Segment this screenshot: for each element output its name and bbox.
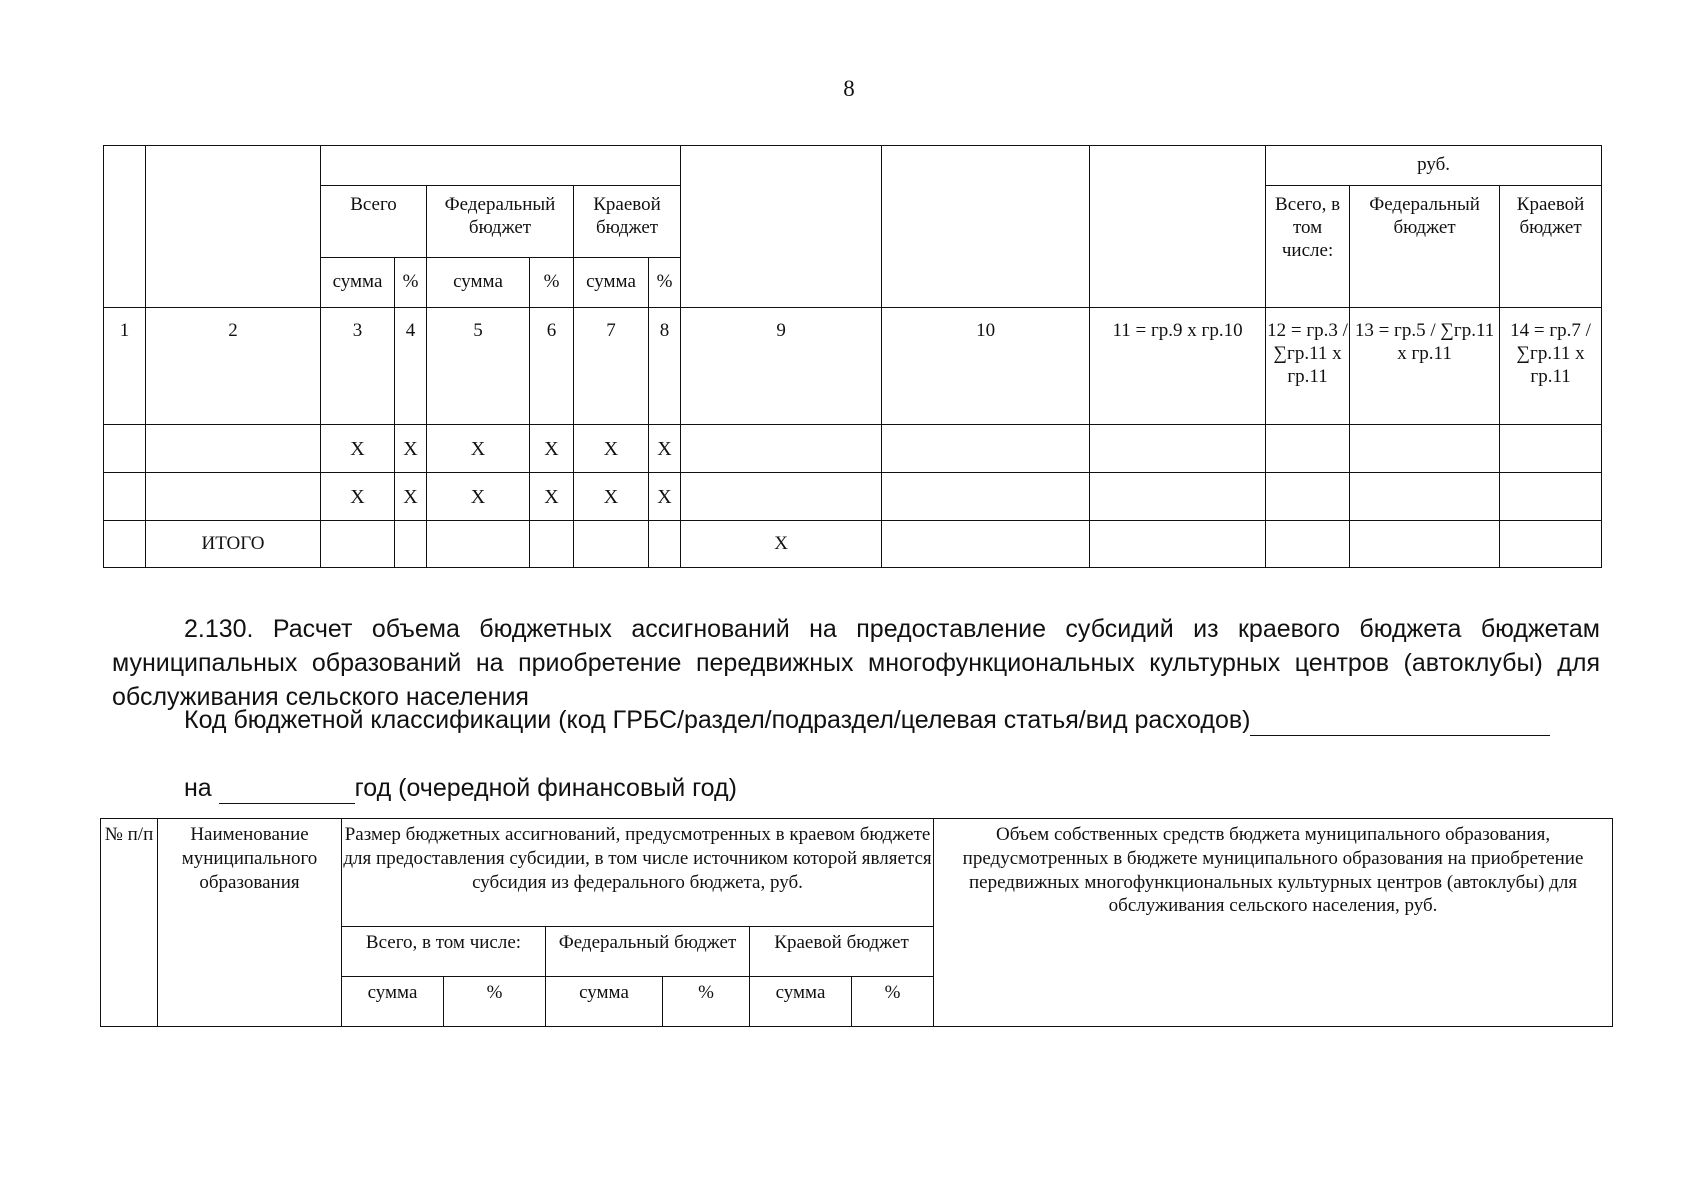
column-number: 6	[530, 308, 574, 425]
col-header-name: Наименование муниципального образования	[158, 819, 342, 1027]
subheader-pct: %	[395, 258, 427, 308]
subheader-sum: сумма	[321, 258, 395, 308]
column-number: 12 = гр.3 / ∑гр.11 х гр.11	[1266, 308, 1350, 425]
section-title-text: 2.130. Расчет объема бюджетных ассигнований на предоставление субсидий из краевого бюджета бюджетам муниципальных образований на приобретение передвижных многофункциональных культурных центров (автоклубы) для обслуживания сельского населения	[112, 615, 1600, 711]
x-mark: X	[427, 425, 530, 473]
calculation-table-continued	[103, 145, 1602, 568]
header-federal: Федеральный бюджет	[427, 186, 574, 258]
col-header-allocation: Размер бюджетных ассигнований, предусмотренных в краевом бюджете для предоставления субсидии, в том числе источником которой является субсидия из федерального бюджета, руб.	[342, 819, 934, 927]
total-label: ИТОГО	[146, 521, 321, 568]
col-header-number: № п/п	[101, 819, 158, 1027]
header-regional-right: Краевой бюджет	[1500, 186, 1602, 308]
subheader-pct: %	[444, 977, 546, 1027]
column-number: 10	[882, 308, 1090, 425]
column-number: 1	[104, 308, 146, 425]
x-mark: X	[395, 425, 427, 473]
year-blank	[219, 774, 355, 804]
subheader-sum: сумма	[750, 977, 852, 1027]
subheader-sum: сумма	[342, 977, 444, 1027]
x-mark: X	[321, 425, 395, 473]
subheader-pct: %	[852, 977, 934, 1027]
x-mark: X	[530, 473, 574, 521]
x-mark: X	[649, 473, 681, 521]
subheader-pct: %	[530, 258, 574, 308]
column-number: 4	[395, 308, 427, 425]
subheader-total: Всего, в том числе:	[342, 927, 546, 977]
subheader-pct: %	[663, 977, 750, 1027]
column-number: 5	[427, 308, 530, 425]
budget-classification-code	[184, 706, 1550, 736]
column-number: 13 = гр.5 / ∑гр.11 х гр.11	[1350, 308, 1500, 425]
subheader-pct: %	[649, 258, 681, 308]
x-mark: X	[530, 425, 574, 473]
unit-label: руб.	[1266, 146, 1602, 186]
header-total: Всего	[321, 186, 427, 258]
table-row	[104, 425, 1602, 473]
column-number: 7	[574, 308, 649, 425]
column-number: 8	[649, 308, 681, 425]
section-title	[112, 612, 1600, 714]
subheader-sum: сумма	[574, 258, 649, 308]
column-numbers-row	[104, 308, 1602, 425]
column-number: 2	[146, 308, 321, 425]
total-row	[104, 521, 1602, 568]
column-number: 9	[681, 308, 882, 425]
column-number: 3	[321, 308, 395, 425]
kbk-label: Код бюджетной классификации (код ГРБС/раздел/подраздел/целевая статья/вид расходов)	[184, 706, 1251, 734]
table-row	[104, 473, 1602, 521]
col-header-own-funds: Объем собственных средств бюджета муниципального образования, предусмотренных в бюджете муниципального образования на приобретение передвижных многофункциональных культурных центров (автоклубы) для обслуживания сельского населения, руб.	[934, 819, 1613, 1027]
subheader-regional: Краевой бюджет	[750, 927, 934, 977]
subheader-federal: Федеральный бюджет	[546, 927, 750, 977]
header-total-incl: Всего, в том числе:	[1266, 186, 1350, 308]
year-prefix: на	[184, 774, 212, 802]
column-number: 11 = гр.9 х гр.10	[1090, 308, 1266, 425]
column-number: 14 = гр.7 / ∑гр.11 х гр.11	[1500, 308, 1602, 425]
x-mark: X	[427, 473, 530, 521]
x-mark: X	[321, 473, 395, 521]
subsidy-table	[100, 818, 1613, 1027]
page-number: 8	[843, 76, 855, 101]
x-mark: X	[395, 473, 427, 521]
fiscal-year-line	[184, 774, 737, 804]
subheader-sum: сумма	[427, 258, 530, 308]
kbk-blank	[1250, 706, 1550, 736]
subheader-sum: сумма	[546, 977, 663, 1027]
x-mark: X	[574, 425, 649, 473]
x-mark: X	[649, 425, 681, 473]
year-suffix: год (очередной финансовый год)	[354, 774, 737, 802]
x-mark: X	[681, 521, 882, 568]
header-federal-right: Федеральный бюджет	[1350, 186, 1500, 308]
x-mark: X	[574, 473, 649, 521]
header-regional: Краевой бюджет	[574, 186, 681, 258]
